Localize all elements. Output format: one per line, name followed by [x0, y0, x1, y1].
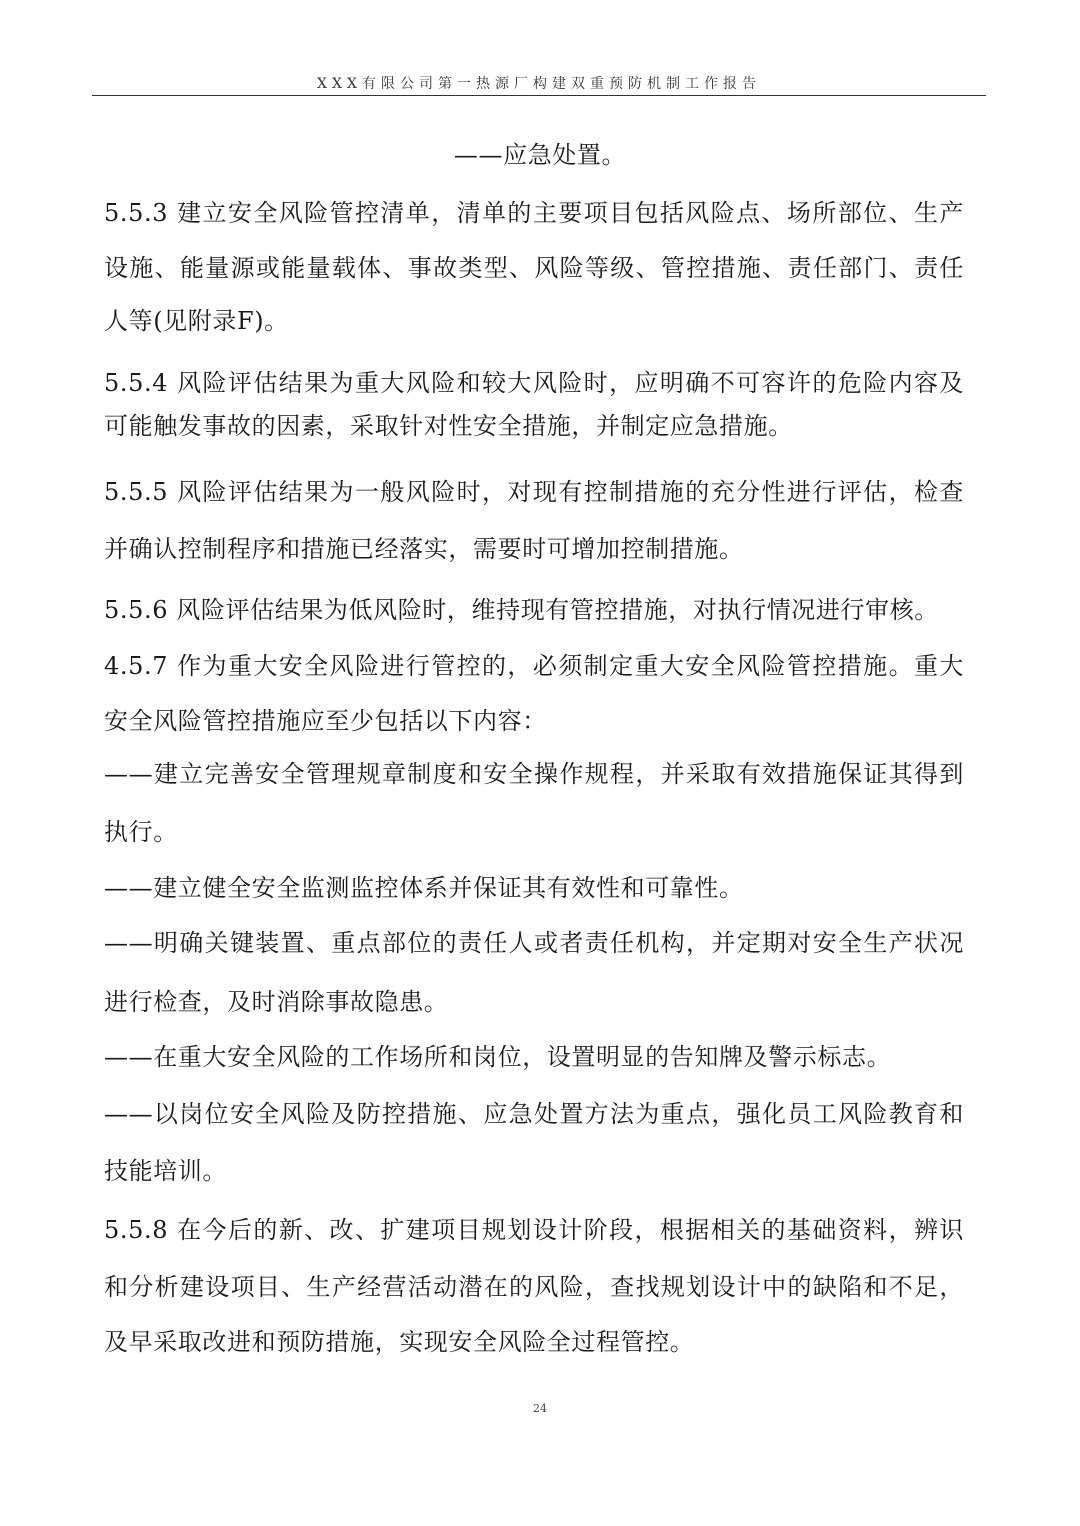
text-line-measure-1-a: ——建立完善安全管理规章制度和安全操作规程，并采取有效措施保证其得到	[104, 760, 964, 788]
text-line-measure-1-b: 执行。	[104, 818, 178, 846]
text-line-measure-5-a: ——以岗位安全风险及防控措施、应急处置方法为重点，强化员工风险教育和	[104, 1100, 964, 1128]
text-line-5-5-8-a: 5.5.8 在今后的新、改、扩建项目规划设计阶段，根据相关的基础资料，辨识	[104, 1216, 964, 1244]
text-line-measure-3-b: 进行检查，及时消除事故隐患。	[104, 988, 449, 1016]
text-line-5-5-3-c: 人等(见附录F)。	[104, 307, 289, 335]
text-line-5-5-8-c: 及早采取改进和预防措施，实现安全风险全过程管控。	[104, 1328, 695, 1356]
page-number: 24	[533, 1402, 547, 1415]
text-line-4-5-7-b: 安全风险管控措施应至少包括以下内容：	[104, 707, 547, 735]
text-line-measure-3-a: ——明确关键装置、重点部位的责任人或者责任机构，并定期对安全生产状况	[104, 929, 964, 957]
text-line-5-5-3-b: 设施、能量源或能量载体、事故类型、风险等级、管控措施、责任部门、责任	[104, 254, 964, 282]
running-header: XXX有限公司第一热源厂构建双重预防机制工作报告	[317, 76, 761, 92]
text-line-5-5-6: 5.5.6 风险评估结果为低风险时，维持现有管控措施，对执行情况进行审核。	[104, 596, 939, 624]
text-line-4-5-7-a: 4.5.7 作为重大安全风险进行管控的，必须制定重大安全风险管控措施。重大	[104, 652, 964, 680]
text-line-emergency-disposal: ——应急处置。	[453, 141, 627, 169]
text-line-5-5-8-b: 和分析建设项目、生产经营活动潜在的风险，查找规划设计中的缺陷和不足，	[104, 1273, 964, 1301]
text-line-5-5-3-a: 5.5.3 建立安全风险管控清单，清单的主要项目包括风险点、场所部位、生产	[104, 199, 964, 227]
text-line-measure-5-b: 技能培训。	[104, 1157, 227, 1185]
text-line-5-5-5-b: 并确认控制程序和措施已经落实，需要时可增加控制措施。	[104, 535, 744, 563]
text-line-5-5-4-b: 可能触发事故的因素，采取针对性安全措施，并制定应急措施。	[104, 412, 793, 440]
text-line-measure-2: ——建立健全安全监测监控体系并保证其有效性和可靠性。	[104, 874, 744, 902]
text-line-5-5-5-a: 5.5.5 风险评估结果为一般风险时，对现有控制措施的充分性进行评估，检查	[104, 478, 964, 506]
header-rule	[92, 95, 986, 96]
text-line-5-5-4-a: 5.5.4 风险评估结果为重大风险和较大风险时，应明确不可容许的危险内容及	[104, 369, 964, 397]
text-line-measure-4: ——在重大安全风险的工作场所和岗位，设置明显的告知牌及警示标志。	[104, 1043, 892, 1071]
